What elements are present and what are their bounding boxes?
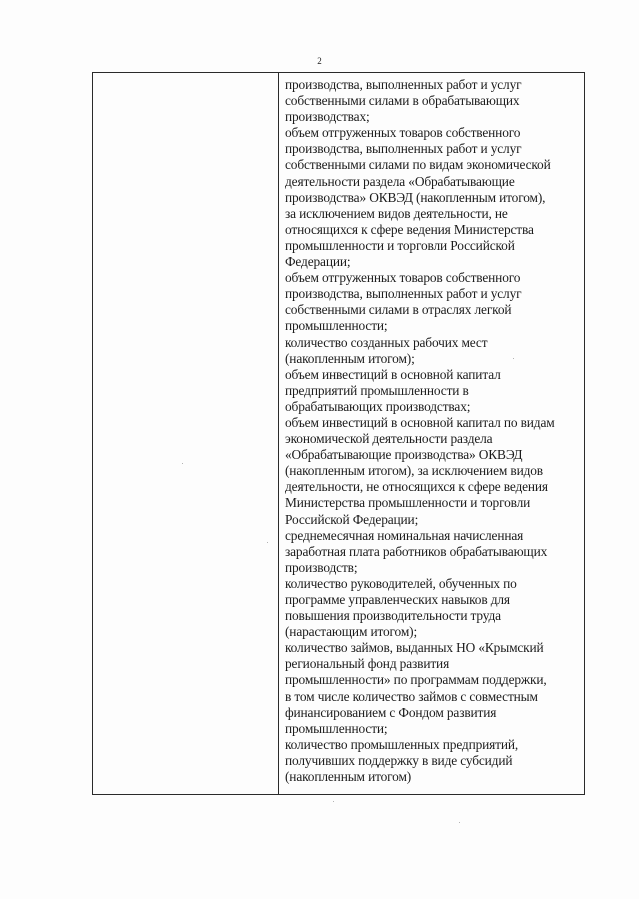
indicator-line: предприятий промышленности в bbox=[285, 382, 469, 398]
indicator-line: (нарастающим итогом); bbox=[285, 624, 418, 640]
indicator-line: количество руководителей, обученных по bbox=[285, 575, 517, 591]
indicator-item bbox=[285, 125, 585, 270]
indicator-line: собственными силами в обрабатывающих bbox=[285, 93, 520, 109]
indicator-line: повышения производительности труда bbox=[285, 608, 501, 624]
indicator-line: производствах; bbox=[285, 109, 370, 125]
indicator-line: деятельности, не относящихся к сфере ведения bbox=[285, 479, 548, 495]
indicator-line: объем инвестиций в основной капитал bbox=[285, 366, 501, 382]
indicator-line: финансированием с Фондом развития bbox=[285, 704, 497, 720]
indicator-list bbox=[285, 77, 585, 785]
indicator-line: промышленности; bbox=[285, 720, 388, 736]
table-left-cell bbox=[93, 73, 278, 794]
indicator-line: экономической деятельности раздела bbox=[285, 431, 493, 447]
indicator-item bbox=[285, 270, 585, 334]
indicator-line: объем инвестиций в основной капитал по видам bbox=[285, 414, 555, 430]
indicator-item bbox=[285, 576, 585, 640]
indicator-line: Министерства промышленности и торговли bbox=[285, 495, 531, 511]
indicator-line: программе управленческих навыков для bbox=[285, 592, 510, 607]
column-divider bbox=[278, 73, 279, 794]
indicators-table bbox=[92, 72, 585, 795]
page-number: 2 bbox=[317, 56, 322, 66]
indicator-line: промышленности; bbox=[285, 318, 388, 334]
indicator-line: относящихся к сфере ведения Министерства bbox=[285, 221, 534, 237]
indicator-item bbox=[285, 737, 585, 785]
indicator-line: (накопленным итогом) bbox=[285, 769, 412, 785]
indicator-line: производства, выполненных работ и услуг bbox=[285, 77, 522, 92]
scan-speck bbox=[459, 822, 460, 823]
indicator-line: заработная плата работников обрабатывающих bbox=[285, 543, 548, 559]
indicator-line: объем отгруженных товаров собственного bbox=[285, 125, 521, 141]
scan-speck bbox=[333, 801, 334, 802]
indicator-item bbox=[285, 415, 585, 528]
indicator-item bbox=[285, 77, 585, 125]
indicator-line: производств; bbox=[285, 559, 358, 575]
indicator-line: промышленности» по программам поддержки, bbox=[285, 672, 547, 688]
scan-speck bbox=[513, 358, 514, 359]
indicator-line: производства, выполненных работ и услуг bbox=[285, 286, 522, 302]
indicator-line: деятельности раздела «Обрабатывающие bbox=[285, 173, 515, 189]
indicator-line: региональный фонд развития bbox=[285, 656, 450, 672]
indicator-item bbox=[285, 528, 585, 576]
indicator-line: Федерации; bbox=[285, 254, 351, 270]
indicator-item bbox=[285, 640, 585, 737]
indicator-line: собственными силами в отраслях легкой bbox=[285, 302, 512, 318]
indicator-line: за исключением видов деятельности, не bbox=[285, 205, 508, 221]
indicator-line: среднемесячная номинальная начисленная bbox=[285, 527, 524, 543]
indicator-item bbox=[285, 335, 585, 367]
indicator-line: количество займов, выданных НО «Крымский bbox=[285, 640, 544, 656]
indicator-line: производства» ОКВЭД (накопленным итогом), bbox=[285, 189, 546, 205]
indicator-line: обрабатывающих производствах; bbox=[285, 398, 471, 414]
indicator-line: собственными силами по видам экономической bbox=[285, 157, 551, 173]
indicator-line: количество созданных рабочих мест bbox=[285, 334, 488, 350]
indicator-line: «Обрабатывающие производства» ОКВЭД bbox=[285, 447, 523, 463]
indicator-line: производства, выполненных работ и услуг bbox=[285, 141, 522, 157]
indicator-line: объем отгруженных товаров собственного bbox=[285, 270, 521, 286]
indicator-line: количество промышленных предприятий, bbox=[285, 736, 519, 752]
indicator-line: (накопленным итогом); bbox=[285, 350, 415, 366]
indicator-line: (накопленным итогом), за исключением видов bbox=[285, 463, 543, 479]
indicator-line: в том числе количество займов с совместным bbox=[285, 688, 538, 704]
indicator-line: получивших поддержку в виде субсидий bbox=[285, 752, 513, 768]
scan-speck bbox=[267, 542, 268, 543]
indicator-line: промышленности и торговли Российской bbox=[285, 237, 515, 253]
indicator-item bbox=[285, 367, 585, 415]
indicator-line: Российской Федерации; bbox=[285, 511, 419, 527]
scan-speck bbox=[182, 463, 183, 464]
